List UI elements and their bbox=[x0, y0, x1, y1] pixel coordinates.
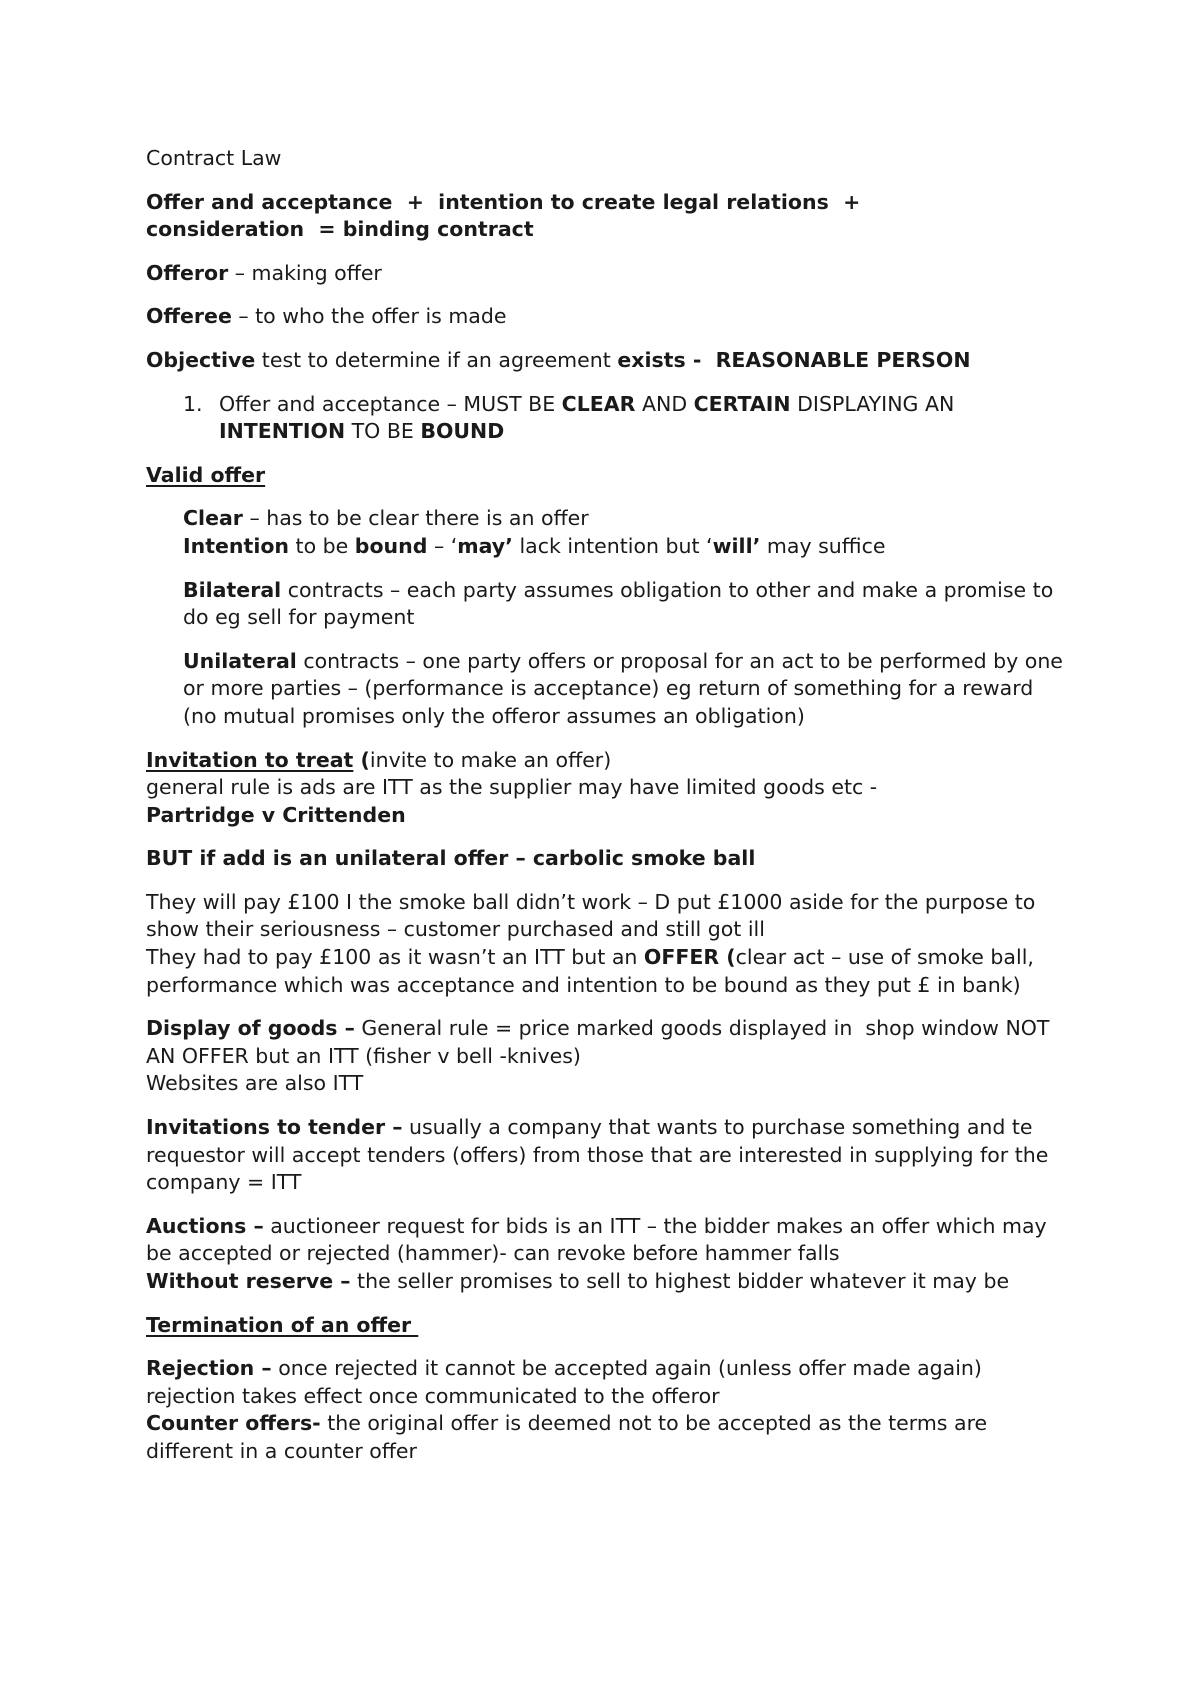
list-marker: 1. bbox=[183, 391, 203, 416]
unilateral-paragraph: Unilateral contracts – one party offers or proposal for an act to be performed by one or more parties – (performance is acceptance) eg return of something for a reward (no mutual promises only the offeror assumes an obligation) bbox=[183, 648, 1070, 728]
invitation-to-treat-paragraph: Invitation to treat (invite to make an offer) general rule is ads are ITT as the supplier may have limited goods etc - Partridge v Crittenden bbox=[146, 747, 878, 827]
formula-consideration: consideration bbox=[146, 217, 305, 242]
rejection-paragraph: Rejection – once rejected it cannot be accepted again (unless offer made again) rejection takes effect once communicated to the offeror Counter offers- the original offer is deemed not to be accepted as the terms are different in a counter offer bbox=[146, 1356, 994, 1463]
offeror-term: Offeror bbox=[146, 260, 229, 285]
display-of-goods-paragraph: Display of goods – General rule = price marked goods displayed in shop window NOT AN OFFER but an ITT (fisher v bell -knives) Websites are also ITT bbox=[146, 1016, 1056, 1096]
offeree-term: Offeree bbox=[146, 304, 232, 329]
objective-test-paragraph bbox=[146, 347, 1066, 375]
formula-intention: intention to create legal relations bbox=[438, 189, 829, 214]
objective-term: Objective bbox=[146, 347, 256, 372]
termination-heading: Termination of an offer bbox=[146, 1312, 419, 1337]
valid-offer-heading: Valid offer bbox=[146, 462, 266, 487]
formula-paragraph bbox=[146, 189, 1066, 244]
formula-offer: Offer and acceptance bbox=[146, 189, 393, 214]
smoke-ball-paragraph: They will pay £100 I the smoke ball didn’t work – D put £1000 aside for the purpose to show their seriousness – customer purchased and still got ill They had to pay £100 as it wasn’t an ITT but an OFFER (clear act – use of smoke ball, performance which was acceptance and intention to be bound as they put £ in bank) bbox=[146, 889, 1042, 997]
document-body bbox=[146, 145, 1070, 1482]
itt-heading: Invitation to treat bbox=[146, 747, 354, 772]
document-title: Contract Law bbox=[146, 146, 282, 170]
formula-result: = binding contract bbox=[318, 217, 534, 242]
offeror-definition bbox=[146, 260, 1066, 288]
unilateral-offer-line: BUT if add is an unilateral offer – carbolic smoke ball bbox=[146, 846, 756, 871]
clear-intention-paragraph: Clear – has to be clear there is an offer Intention to be bound – ‘may’ lack intention but ‘will’ may suffice bbox=[183, 506, 886, 558]
objective-exists: exists - bbox=[617, 347, 702, 372]
invitations-to-tender-paragraph: Invitations to tender – usually a company that wants to purchase something and te requestor will accept tenders (offers) from those that are interested in supplying for the company = ITT bbox=[146, 1115, 1055, 1195]
formula-plus-2: + bbox=[843, 189, 861, 214]
offeree-definition bbox=[146, 303, 1066, 331]
numbered-list-item: 1. Offer and acceptance – MUST BE CLEAR AND CERTAIN DISPLAYING AN INTENTION TO BE BOUND bbox=[183, 391, 961, 444]
bilateral-paragraph: Bilateral contracts – each party assumes obligation to other and make a promise to do eg sell for payment bbox=[183, 577, 1060, 630]
formula-plus-1: + bbox=[406, 189, 424, 214]
offeror-text: – making offer bbox=[228, 260, 382, 285]
auctions-paragraph: Auctions – auctioneer request for bids is an ITT – the bidder makes an offer which may be accepted or rejected (hammer)- can revoke before hammer falls Without reserve – the seller promises to sell to highest bidder whatever it may be bbox=[146, 1213, 1054, 1293]
offeree-text: – to who the offer is made bbox=[231, 304, 507, 329]
itt-case: Partridge v Crittenden bbox=[146, 802, 406, 827]
objective-text: test to determine if an agreement bbox=[255, 347, 618, 372]
objective-reasonable-person: REASONABLE PERSON bbox=[715, 347, 971, 372]
